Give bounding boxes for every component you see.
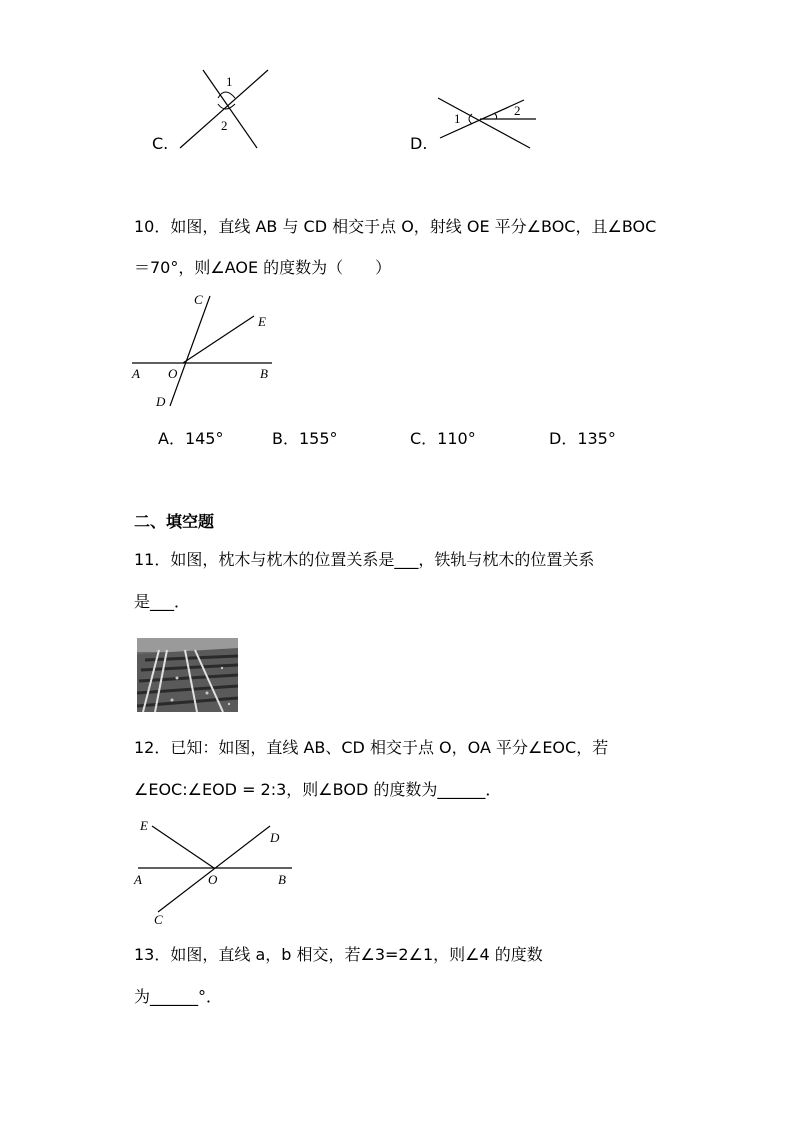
q12-label-b: B — [278, 872, 286, 887]
c-angle-1: 1 — [226, 74, 233, 89]
q12-label-o: O — [208, 872, 218, 887]
q10-label-o: O — [168, 366, 178, 381]
q12-line1: 12．已知：如图，直线 AB、CD 相交于点 O，OA 平分∠EOC，若 — [134, 738, 609, 757]
option-c-label: C. — [152, 134, 169, 153]
q10-option-c: C．110° — [410, 429, 476, 448]
section-title: 二、填空题 — [134, 512, 215, 531]
q10-label-c: C — [194, 292, 203, 307]
q12-line2: ∠EOC:∠EOD = 2:3，则∠BOD 的度数为______． — [134, 780, 502, 799]
q10-label-e: E — [258, 314, 266, 329]
option-d-label: D. — [410, 134, 428, 153]
q11-line2: 是___． — [134, 592, 191, 611]
q10-option-d: D．135° — [549, 429, 616, 448]
c-angle-2: 2 — [221, 118, 228, 133]
q10-label-a: A — [132, 366, 140, 381]
q12-label-d: D — [270, 830, 280, 845]
q10-line2: ＝70°，则∠AOE 的度数为（ ） — [134, 258, 392, 277]
railway-photo — [137, 638, 238, 712]
q10-figure — [130, 288, 280, 413]
q10-label-d: D — [156, 394, 166, 409]
q10-option-a: A．145° — [158, 429, 224, 448]
q10-label-b: B — [260, 366, 268, 381]
q10-option-b: B．155° — [272, 429, 338, 448]
option-c-figure — [175, 62, 275, 152]
d-angle-1: 1 — [454, 111, 461, 126]
q12-label-c: C — [154, 912, 163, 927]
q13-line2: 为______°． — [134, 987, 223, 1006]
q12-label-a: A — [134, 872, 142, 887]
q10-line1: 10．如图，直线 AB 与 CD 相交于点 O，射线 OE 平分∠BOC，且∠BOC — [134, 217, 657, 236]
d-angle-2: 2 — [514, 103, 521, 118]
option-d-figure — [432, 92, 542, 152]
q11-line1: 11．如图，枕木与枕木的位置关系是___，铁轨与枕木的位置关系 — [134, 550, 595, 569]
q12-figure — [130, 812, 295, 927]
q12-label-e: E — [140, 818, 148, 833]
q13-line1: 13．如图，直线 a，b 相交，若∠3=2∠1，则∠4 的度数 — [134, 945, 543, 964]
